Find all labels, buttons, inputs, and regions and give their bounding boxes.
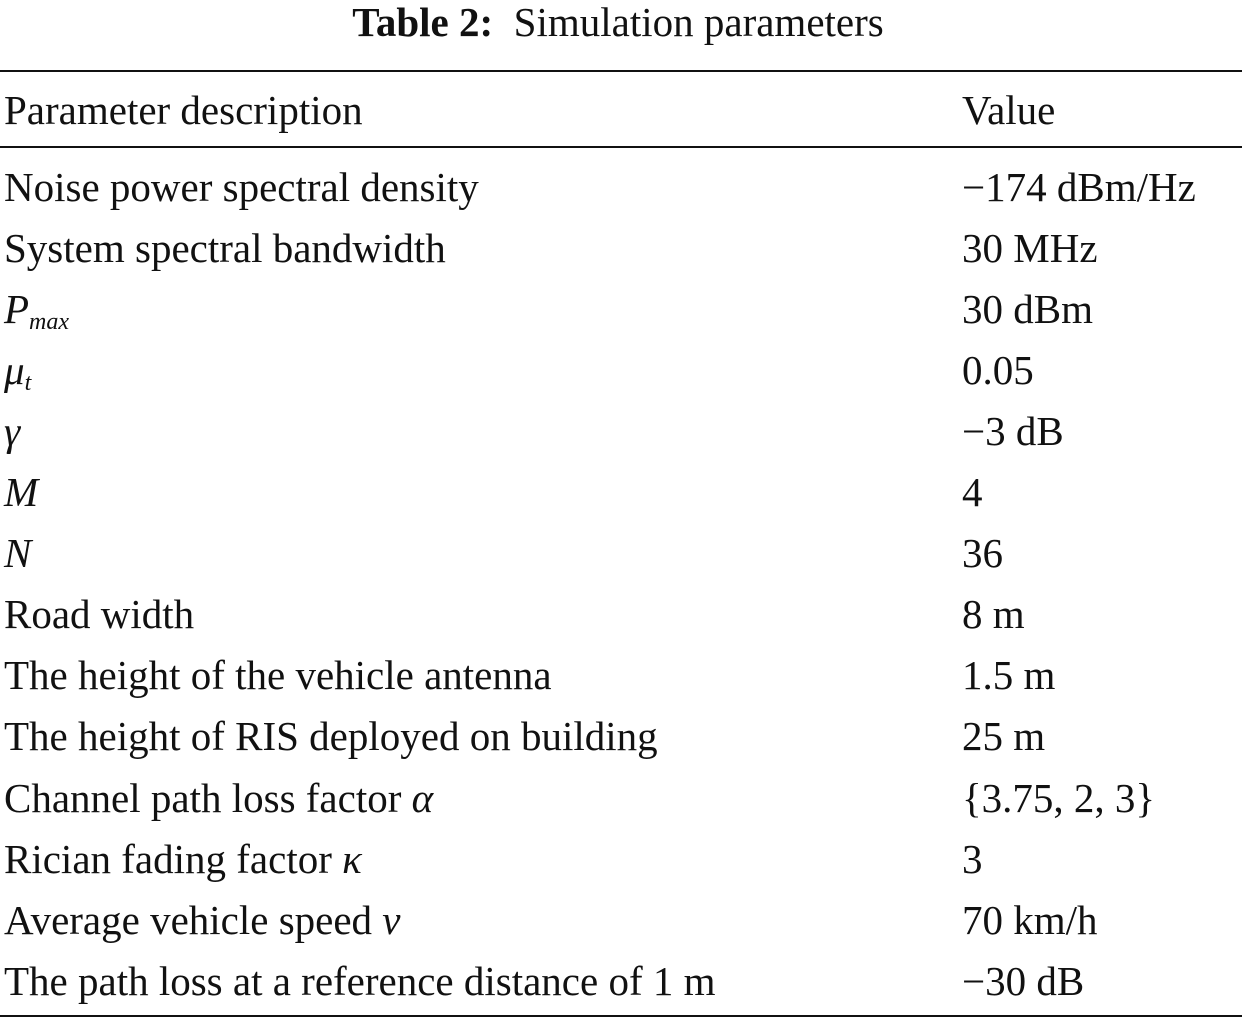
table-caption-title: Simulation parameters (513, 0, 884, 45)
parameter-symbol: N (4, 530, 32, 576)
parameter-cell (4, 218, 446, 278)
table-caption (0, 0, 1236, 44)
parameter-cell (4, 523, 31, 583)
table-row (0, 951, 1246, 1011)
value-cell: 36 (962, 530, 1003, 576)
parameter-cell (4, 768, 433, 828)
table-bottom-rule (0, 1015, 1242, 1017)
column-header-parameter: Parameter description (4, 87, 363, 133)
parameter-text: Channel path loss factor (4, 775, 412, 821)
parameter-cell (4, 401, 20, 461)
table-row (0, 218, 1246, 278)
parameter-text: Rician fading factor (4, 836, 343, 882)
parameter-text: The height of the vehicle antenna (4, 652, 552, 698)
parameter-subscript: max (29, 309, 70, 335)
column-header-value: Value (962, 87, 1056, 133)
parameter-symbol: α (411, 775, 434, 821)
table-header-rule (0, 146, 1242, 148)
parameter-text: Average vehicle speed (4, 897, 383, 943)
parameter-symbol: M (4, 469, 39, 515)
parameter-cell (4, 890, 401, 950)
table-row (0, 340, 1246, 400)
table-row (0, 157, 1246, 217)
parameter-cell (4, 584, 194, 644)
parameter-cell (4, 279, 69, 339)
parameter-text: Road width (4, 591, 195, 637)
value-cell: {3.75, 2, 3} (962, 775, 1156, 821)
table-row (0, 279, 1246, 339)
parameter-text: System spectral bandwidth (4, 225, 446, 271)
table-row (0, 584, 1246, 644)
value-cell: 25 m (962, 713, 1046, 759)
parameter-symbol: μ (4, 347, 25, 393)
parameter-subscript: t (24, 370, 32, 396)
table-row (0, 462, 1246, 522)
table-caption-label: Table 2: (352, 0, 494, 45)
parameter-cell (4, 157, 479, 217)
table-header-row (0, 80, 1246, 140)
parameter-cell (4, 645, 552, 705)
table-row (0, 645, 1246, 705)
parameter-text: The height of RIS deployed on building (4, 713, 658, 759)
parameter-cell (4, 462, 38, 522)
value-cell: 30 MHz (962, 225, 1098, 271)
value-cell: 30 dBm (962, 286, 1093, 332)
table-row (0, 706, 1246, 766)
table-row (0, 401, 1246, 461)
value-cell: −3 dB (962, 408, 1064, 454)
value-cell: 0.05 (962, 347, 1034, 393)
parameter-symbol: γ (4, 408, 21, 454)
value-cell: −30 dB (962, 958, 1085, 1004)
parameter-cell (4, 951, 716, 1011)
table-row (0, 523, 1246, 583)
parameter-text: Noise power spectral density (4, 164, 479, 210)
parameter-cell (4, 706, 658, 766)
parameter-text: The path loss at a reference distance of 1 m (4, 958, 716, 1004)
table-top-rule (0, 70, 1242, 72)
table-row (0, 890, 1246, 950)
value-cell: 1.5 m (962, 652, 1056, 698)
table-row (0, 829, 1246, 889)
parameter-symbol: P (4, 286, 30, 332)
value-cell: 3 (962, 836, 983, 882)
value-cell: 4 (962, 469, 983, 515)
table-row (0, 768, 1246, 828)
value-cell: −174 dBm/Hz (962, 164, 1196, 210)
parameter-cell (4, 340, 31, 400)
parameter-cell (4, 829, 362, 889)
value-cell: 8 m (962, 591, 1025, 637)
parameter-symbol: v (382, 897, 401, 943)
value-cell: 70 km/h (962, 897, 1098, 943)
parameter-symbol: κ (342, 836, 362, 882)
